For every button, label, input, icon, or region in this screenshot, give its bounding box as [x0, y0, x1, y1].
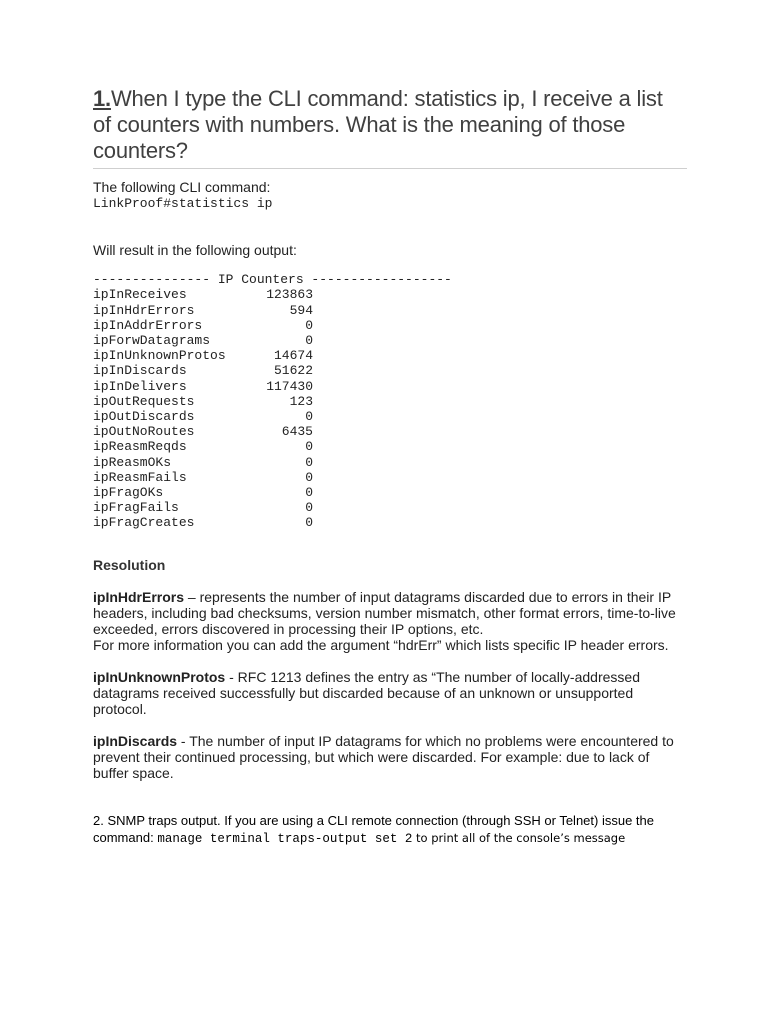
- counter-name: ipInAddrErrors: [93, 317, 203, 333]
- question-2: [93, 812, 678, 848]
- counter-value: 0: [305, 317, 313, 333]
- counter-value: 123863: [266, 287, 313, 303]
- counters-header: --------------- IP Counters ------------------: [93, 272, 452, 288]
- entry-ipinhdrerrors: [93, 589, 678, 653]
- counter-name: ipOutRequests: [93, 393, 195, 409]
- counter-row: [93, 318, 678, 333]
- counter-name: ipReasmReqds: [93, 439, 187, 455]
- counter-value: 0: [305, 469, 313, 485]
- question-2-number: 2.: [93, 812, 104, 828]
- counter-value: 0: [305, 333, 313, 349]
- question-text: When I type the CLI command: statistics ip, I receive a list of counters with numbers. What is the meaning of those counters?: [93, 86, 663, 163]
- ip-counters-output: [93, 272, 678, 530]
- counter-row: [93, 287, 678, 302]
- counter-value: 14674: [273, 348, 313, 364]
- counter-name: ipOutDiscards: [93, 409, 195, 425]
- question-2-tail: to print all of the console’s message: [412, 830, 626, 845]
- heading-divider: [93, 168, 687, 169]
- entry-description: - The number of input IP datagrams for which no problems were encountered to prevent their continued processing, but which were discarded. For example: due to lack of buffer space.: [93, 732, 674, 781]
- counter-name: ipFragFails: [93, 500, 179, 516]
- entry-ipindiscards: [93, 733, 678, 781]
- counter-name: ipReasmFails: [93, 469, 187, 485]
- counter-row: [93, 439, 678, 454]
- counter-value: 0: [305, 454, 313, 470]
- counter-list: [93, 287, 678, 530]
- counter-value: 51622: [273, 363, 313, 379]
- counter-row: [93, 409, 678, 424]
- entry-term: ipInUnknownProtos: [93, 668, 226, 685]
- intro-text: The following CLI command:: [93, 179, 271, 195]
- entry-description: – represents the number of input datagrams discarded due to errors in their IP headers, including bad checksums, version number mismatch, other format errors, time-to-live exceeded, errors discovered in processing their IP options, etc.: [93, 588, 676, 637]
- counter-name: ipFragOKs: [93, 485, 164, 501]
- counter-row: [93, 485, 678, 500]
- counter-value: 0: [305, 515, 313, 531]
- counter-row: [93, 363, 678, 378]
- counter-row: [93, 515, 678, 530]
- question-number: 1.: [93, 86, 111, 111]
- entry-ipinunknownprotos: [93, 669, 678, 717]
- entry-term: ipInDiscards: [93, 732, 178, 749]
- counter-name: ipFragCreates: [93, 515, 195, 531]
- cli-command: LinkProof#statistics ip: [93, 196, 273, 211]
- counter-value: 0: [305, 409, 313, 425]
- entry-more-info: For more information you can add the argument “hdrErr” which lists specific IP header errors.: [93, 636, 669, 653]
- counter-row: [93, 303, 678, 318]
- counter-value: 123: [289, 393, 313, 409]
- question-1-heading: [93, 86, 678, 164]
- counter-row: [93, 470, 678, 485]
- counter-name: ipInReceives: [93, 287, 187, 303]
- counter-value: 117430: [266, 378, 313, 394]
- resolution-title: Resolution: [93, 556, 166, 573]
- counter-row: [93, 348, 678, 363]
- counter-value: 0: [305, 439, 313, 455]
- counter-name: ipInUnknownProtos: [93, 348, 226, 364]
- counter-row: [93, 394, 678, 409]
- counter-value: 0: [305, 500, 313, 516]
- counter-name: ipForwDatagrams: [93, 333, 211, 349]
- counter-row: [93, 455, 678, 470]
- question-2-text: SNMP traps output. If you are using a CLI remote connection (through SSH or Telnet) issue the command:: [93, 812, 654, 845]
- counter-row: [93, 500, 678, 515]
- counter-name: ipOutNoRoutes: [93, 424, 195, 440]
- output-intro-text: Will result in the following output:: [93, 242, 297, 259]
- counter-row: [93, 333, 678, 348]
- counter-row: [93, 424, 678, 439]
- counter-name: ipInDelivers: [93, 378, 187, 394]
- counter-name: ipInHdrErrors: [93, 302, 195, 318]
- document-page: [93, 86, 678, 861]
- counter-value: 6435: [281, 424, 313, 440]
- counter-value: 0: [305, 485, 313, 501]
- counter-value: 594: [289, 302, 313, 318]
- counter-row: [93, 379, 678, 394]
- counter-name: ipReasmOKs: [93, 454, 172, 470]
- entry-description: - RFC 1213 defines the entry as “The number of locally-addressed datagrams received successfully but discarded because of an unknown or unsupported protocol.: [93, 668, 640, 717]
- entry-term: ipInHdrErrors: [93, 588, 185, 605]
- question-2-command: manage terminal traps-output set 2: [157, 831, 413, 846]
- counter-name: ipInDiscards: [93, 363, 187, 379]
